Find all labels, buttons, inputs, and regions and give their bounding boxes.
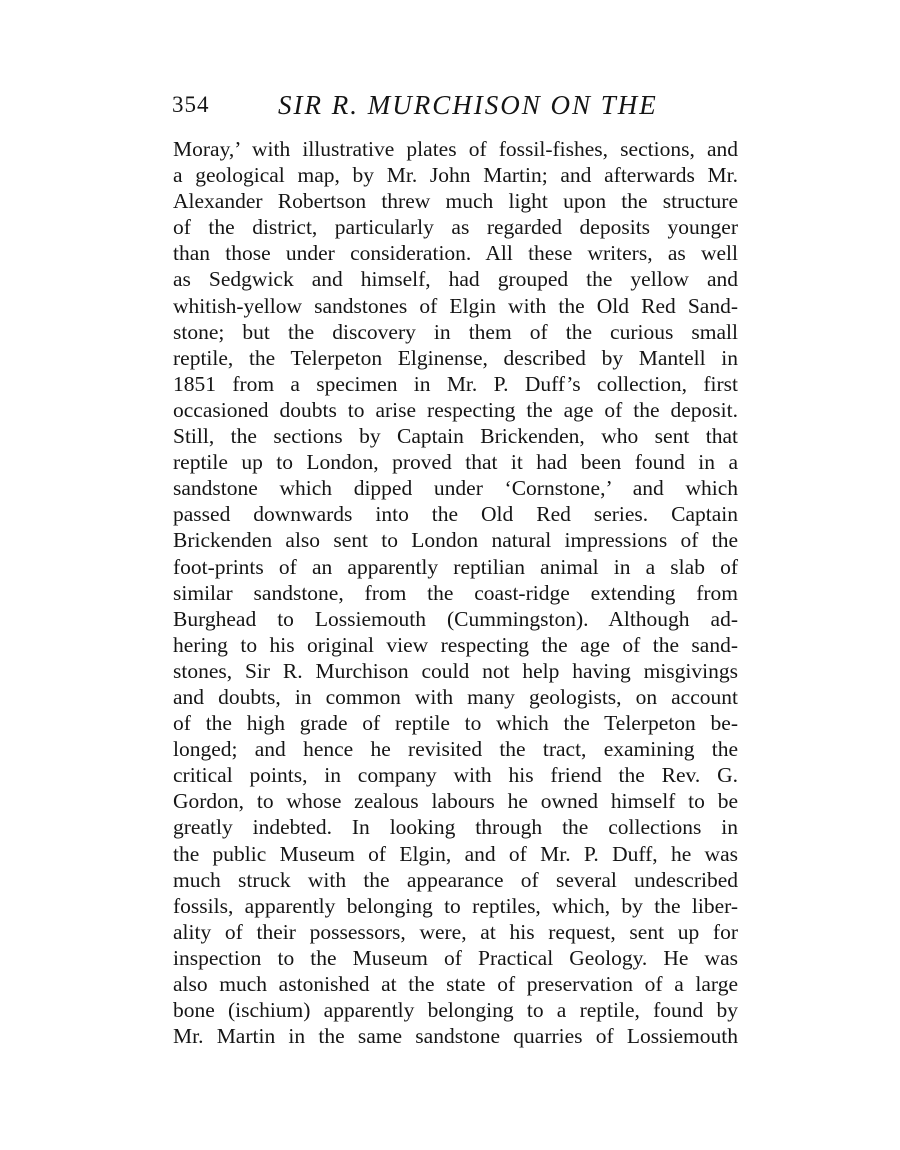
text-line: and doubts, in common with many geologists, on account (173, 684, 738, 709)
page-number: 354 (172, 92, 210, 117)
body-paragraph (173, 136, 738, 1049)
text-line: greatly indebted. In looking through the collections in (173, 815, 738, 840)
text-line: Burghead to Lossiemouth (Cummingston). Although ad- (173, 606, 738, 631)
text-line: foot-prints of an apparently reptilian animal in a slab of (173, 554, 738, 579)
text-line: bone (ischium) apparently belonging to a reptile, found by (173, 998, 738, 1023)
text-line: of the high grade of reptile to which the Telerpeton be- (173, 711, 738, 736)
text-line: the public Museum of Elgin, and of Mr. P. Duff, he was (173, 841, 738, 866)
page-header (172, 92, 742, 126)
text-line: of the district, particularly as regarded deposits younger (173, 215, 738, 240)
text-line: occasioned doubts to arise respecting the age of the deposit. (173, 397, 738, 422)
text-line: similar sandstone, from the coast-ridge extending from (173, 580, 738, 605)
text-line: Brickenden also sent to London natural impressions of the (173, 528, 738, 553)
text-line: ality of their possessors, were, at his request, sent up for (173, 919, 738, 944)
text-line: Moray,’ with illustrative plates of fossil-fishes, sections, and (173, 137, 738, 161)
text-line: Gordon, to whose zealous labours he owned himself to be (173, 789, 738, 814)
text-line: longed; and hence he revisited the tract, examining the (173, 737, 738, 762)
text-line: as Sedgwick and himself, had grouped the yellow and (173, 267, 738, 292)
text-line: a geological map, by Mr. John Martin; and afterwards Mr. (173, 163, 738, 188)
text-line: hering to his original view respecting the age of the sand- (173, 632, 738, 657)
text-line: reptile up to London, proved that it had been found in a (173, 450, 738, 475)
text-line: critical points, in company with his friend the Rev. G. (173, 763, 738, 788)
text-line: much struck with the appearance of several undescribed (173, 867, 738, 892)
text-line: passed downwards into the Old Red series. Captain (173, 502, 738, 527)
text-line: Alexander Robertson threw much light upon the structure (173, 189, 738, 214)
text-line: Still, the sections by Captain Brickenden, who sent that (173, 424, 738, 449)
text-line: 1851 from a specimen in Mr. P. Duff’s collection, first (173, 371, 738, 396)
text-line: sandstone which dipped under ‘Cornstone,’ and which (173, 476, 738, 501)
text-line: reptile, the Telerpeton Elginense, described by Mantell in (173, 345, 738, 370)
text-line: fossils, apparently belonging to reptiles, which, by the liber- (173, 893, 738, 918)
text-line: than those under consideration. All these writers, as well (173, 241, 738, 266)
text-line: stones, Sir R. Murchison could not help having misgivings (173, 658, 738, 683)
text-line: whitish-yellow sandstones of Elgin with the Old Red Sand- (173, 293, 738, 318)
text-line: also much astonished at the state of preservation of a large (173, 972, 738, 996)
text-line: inspection to the Museum of Practical Geology. He was (173, 945, 738, 970)
text-line: Mr. Martin in the same sandstone quarries of Lossiemouth (173, 1024, 738, 1049)
running-title: SIR R. MURCHISON ON THE (278, 90, 658, 120)
text-line: stone; but the discovery in them of the curious small (173, 319, 738, 344)
